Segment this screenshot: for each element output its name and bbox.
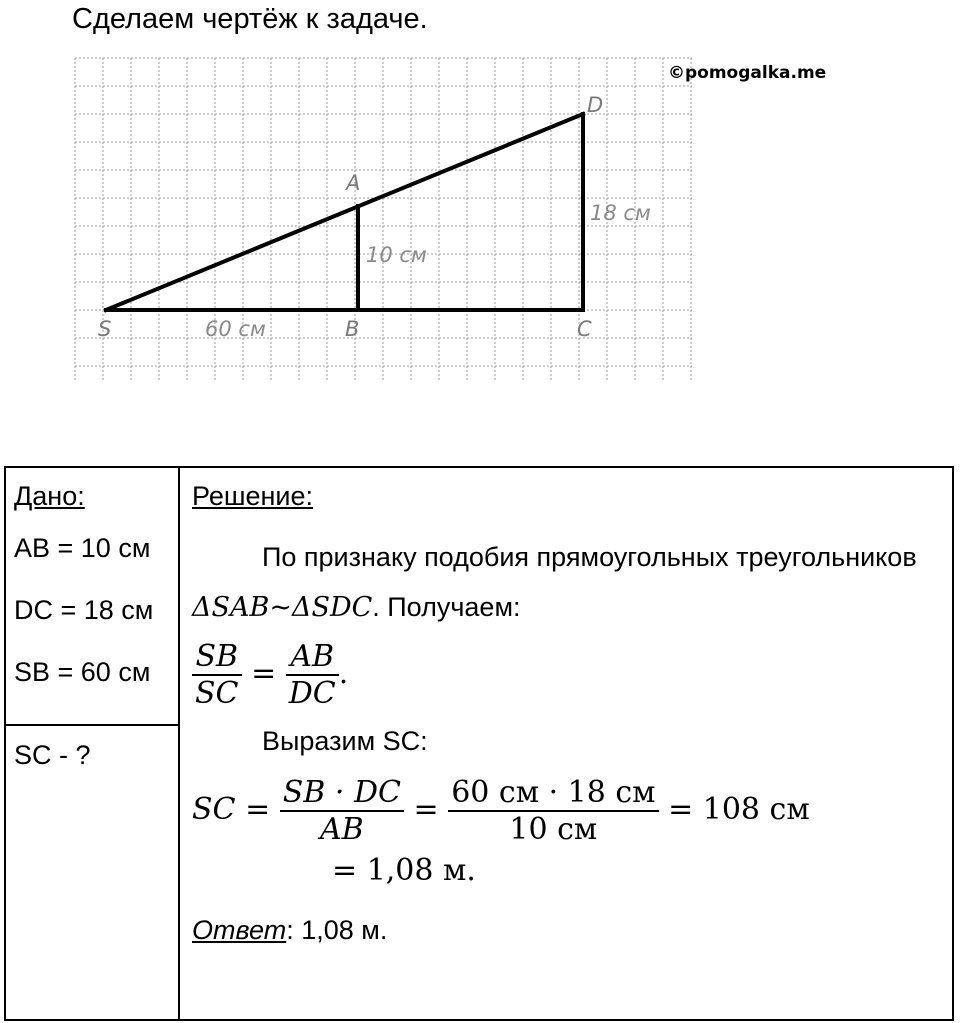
equals-sign: = <box>413 792 439 827</box>
solution-table <box>4 466 954 1021</box>
find-text: SC - ? <box>14 740 91 770</box>
solution-cell <box>179 467 953 1020</box>
equals-sign: = <box>245 792 271 827</box>
point-label-a: A <box>346 171 361 195</box>
ratio-equation <box>192 639 952 711</box>
equals-sign: = <box>251 656 277 691</box>
given-sb: SB = 60 см <box>14 657 151 687</box>
calc-num-1: SB · DC <box>280 775 404 812</box>
calc-lhs: SC <box>192 792 236 827</box>
calc-result-m: 1,08 м. <box>366 853 476 888</box>
given-header: Дано: <box>14 481 85 511</box>
intro-text: Сделаем чертёж к задаче. <box>72 3 428 35</box>
calculation-equation <box>192 775 952 847</box>
calc-num-2: 60 см · 18 см <box>448 775 658 812</box>
answer-label: Ответ <box>192 915 287 945</box>
ratio-den-1: SC <box>195 676 239 711</box>
equals-sign: = <box>332 853 358 888</box>
segment-sd <box>106 114 583 310</box>
similarity-tail: . Получаем: <box>372 592 521 622</box>
given-ab: AB = 10 см <box>14 533 151 563</box>
solution-paragraph-2: Выразим SC: <box>262 726 428 756</box>
fraction-symbolic <box>280 775 404 847</box>
ratio-num-2: AB <box>286 639 339 676</box>
watermark: ©pomogalka.me <box>668 63 827 83</box>
equals-sign: = <box>668 792 694 827</box>
calc-den-1: AB <box>320 812 364 847</box>
point-label-s: S <box>98 317 112 341</box>
similarity-relation: ΔSAB~ΔSDC <box>192 592 373 623</box>
fraction-sb-sc <box>192 639 242 711</box>
ratio-num-1: SB <box>192 639 242 676</box>
triangle-drawing <box>0 0 960 400</box>
fraction-numeric <box>448 775 658 847</box>
length-label-sb: 60 см <box>205 317 266 341</box>
point-label-d: D <box>587 93 604 117</box>
point-label-c: C <box>577 317 592 341</box>
find-cell <box>5 725 179 1020</box>
ratio-den-2: DC <box>288 676 336 711</box>
calc-den-2: 10 см <box>509 812 598 847</box>
calc-result-cm: 108 см <box>702 792 810 827</box>
length-label-dc: 18 см <box>590 201 651 225</box>
solution-paragraph-1 <box>192 532 952 633</box>
given-cell <box>5 467 179 725</box>
fraction-ab-dc <box>286 639 339 711</box>
length-label-ab: 10 см <box>366 243 427 267</box>
given-dc: DC = 18 см <box>14 595 154 625</box>
answer-line <box>192 914 952 946</box>
calculation-continuation <box>192 853 952 888</box>
similarity-text: По признаку подобия прямоугольных треугольников <box>262 542 917 572</box>
solution-header: Решение: <box>192 481 314 511</box>
point-label-b: B <box>345 317 360 341</box>
answer-value: : 1,08 м. <box>286 915 388 945</box>
period: . <box>338 656 349 691</box>
